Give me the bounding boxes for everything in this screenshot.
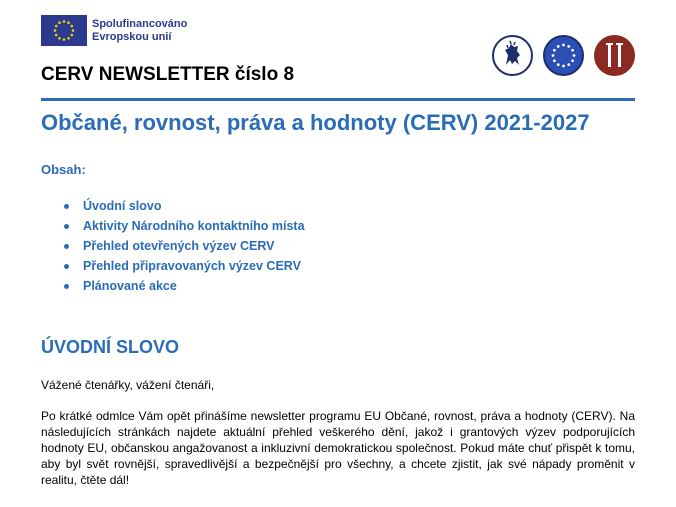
eu-flag-icon (41, 15, 87, 46)
toc-item-label: Plánované akce (83, 279, 177, 293)
toc-item-label: Přehled otevřených výzev CERV (83, 239, 275, 253)
eu-cofunding-badge (41, 15, 187, 46)
toc-item-uvodni-slovo[interactable] (64, 196, 305, 216)
czech-lion-icon (492, 35, 533, 76)
toc-item-label: Aktivity Národního kontaktního místa (83, 219, 305, 233)
toc-item-label: Úvodní slovo (83, 199, 162, 213)
greeting: Vážené čtenářky, vážení čtenáři, (41, 378, 215, 392)
section-heading: ÚVODNÍ SLOVO (41, 337, 180, 357)
toc-item-planovane-akce[interactable] (64, 276, 305, 296)
intro-paragraph: Po krátké odmlce Vám opět přinášíme newsletter programu EU Občané, rovnost, práva a hodnoty (CERV). Na následujících stránkách najdete aktuální přehled veškerého dění, jakož i grantových výzev podporujících hodnoty EU, občanskou angažovanost a inkluzivní demokratickou společnost. Pokud máte chuť přispět k tomu, aby byl svět rovnější, spravedlivější a bezpečnější pro všechny, a chcete zjistit, jak své nápady proměnit v realitu, čtěte dál! (41, 409, 635, 487)
eu-stars-icon (543, 35, 584, 76)
partner-logos (492, 35, 635, 76)
toc-item-pripravovane-vyzvy[interactable] (64, 256, 305, 276)
red-pillars-icon (594, 35, 635, 76)
eu-label-line2: Evropskou unií (92, 30, 172, 43)
contents-heading: Obsah: (41, 162, 86, 177)
newsletter-title: CERV NEWSLETTER číslo 8 (41, 64, 295, 85)
bullet-icon (64, 204, 69, 209)
table-of-contents (64, 196, 305, 296)
bullet-icon (64, 224, 69, 229)
title-divider (41, 98, 635, 101)
toc-item-otevrene-vyzvy[interactable] (64, 236, 305, 256)
bullet-icon (64, 284, 69, 289)
toc-item-aktivity[interactable] (64, 216, 305, 236)
toc-item-label: Přehled připravovaných výzev CERV (83, 259, 301, 273)
eu-label-line1: Spolufinancováno (92, 17, 188, 30)
bullet-icon (64, 264, 69, 269)
bullet-icon (64, 244, 69, 249)
page-title: Občané, rovnost, práva a hodnoty (CERV) 2021-2027 (41, 110, 590, 135)
